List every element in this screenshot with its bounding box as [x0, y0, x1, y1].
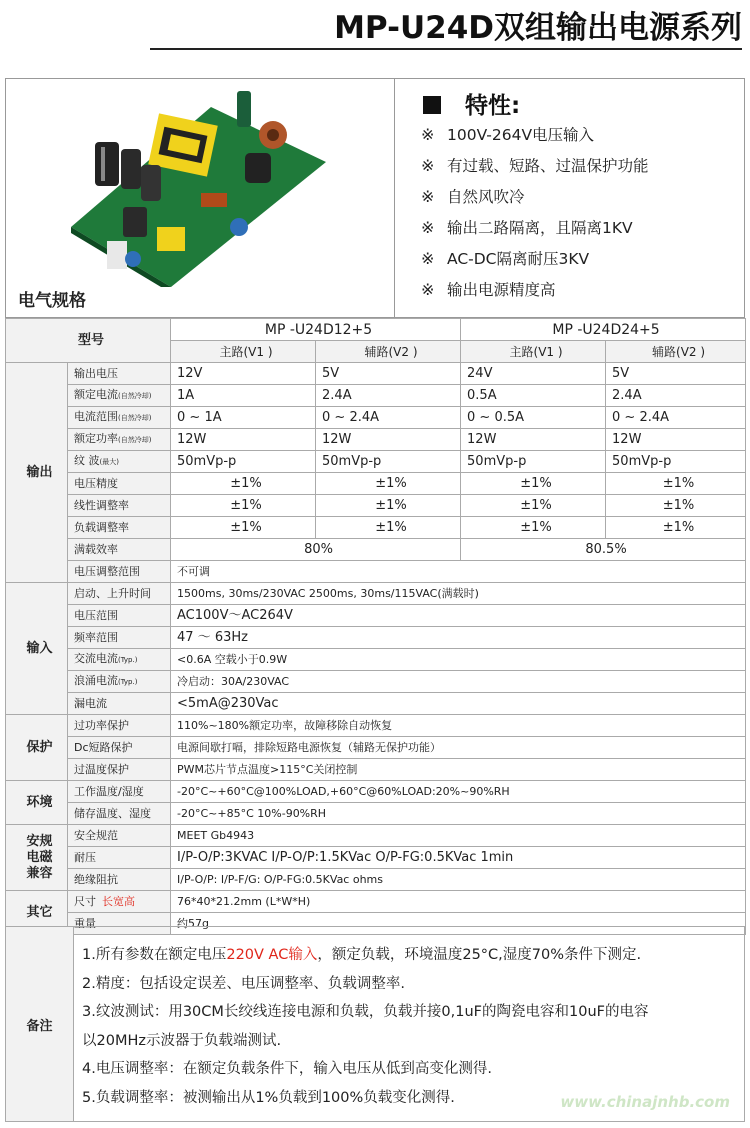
- row-label-note: (最大): [99, 458, 119, 466]
- table-row: [6, 825, 746, 847]
- table-cell: ±1%: [606, 517, 746, 539]
- spec-table-body: [6, 319, 746, 935]
- table-row: [6, 561, 746, 583]
- row-label-highlight: 长宽高: [102, 894, 135, 908]
- table-row: [6, 385, 746, 407]
- table-row: [6, 671, 746, 693]
- row-label-note: (自然冷却): [118, 414, 152, 422]
- table-cell: ±1%: [606, 495, 746, 517]
- table-row: [6, 891, 746, 913]
- row-label-text: 交流电流: [74, 652, 118, 665]
- reference-mark-icon: ※: [421, 218, 435, 237]
- table-cell: 不可调: [171, 561, 746, 583]
- table-cell: 0 ~ 2.4A: [606, 407, 746, 429]
- row-label: [68, 495, 171, 517]
- table-cell: 2.4A: [316, 385, 461, 407]
- notes-label: 备注: [6, 927, 74, 1121]
- row-label-text: 漏电流: [74, 696, 107, 710]
- table-row: [6, 627, 746, 649]
- table-cell: 50mVp-p: [171, 451, 316, 473]
- row-label-text: 尺寸: [74, 894, 96, 908]
- product-photo-panel: [6, 79, 395, 317]
- row-label-note: (Typ.): [118, 656, 138, 664]
- reference-mark-icon: ※: [421, 125, 435, 144]
- table-cell: 50mVp-p: [316, 451, 461, 473]
- table-cell: 0 ~ 1A: [171, 407, 316, 429]
- table-cell: -20°C~+85°C 10%-90%RH: [171, 803, 746, 825]
- row-label-text: 额定功率: [74, 432, 118, 445]
- table-cell: 24V: [461, 363, 606, 385]
- section-input: 输入: [6, 583, 68, 715]
- table-row: [6, 759, 746, 781]
- section-protect: 保护: [6, 715, 68, 781]
- table-cell: 80%: [171, 539, 461, 561]
- table-row: [6, 715, 746, 737]
- table-row: [6, 649, 746, 671]
- row-label: 绝缘阻抗: [68, 869, 171, 891]
- table-row: [6, 407, 746, 429]
- table-cell: 50mVp-p: [606, 451, 746, 473]
- row-label-note: (自然冷却): [118, 392, 152, 400]
- table-cell: 80.5%: [461, 539, 746, 561]
- table-row: [6, 363, 746, 385]
- table-cell: 0 ~ 2.4A: [316, 407, 461, 429]
- note-3: 3.纹波测试：用30CM长绞线连接电源和负载，负载并接0,1uF的陶瓷电容和10uF的电容: [82, 1004, 649, 1020]
- row-label: [68, 517, 171, 539]
- table-row: [6, 451, 746, 473]
- model-label: 型号: [6, 319, 171, 363]
- table-cell: ±1%: [171, 517, 316, 539]
- channel-header: 主路(V1 ): [171, 341, 316, 363]
- electrical-spec-label: 电气规格: [18, 291, 86, 311]
- row-label: [68, 451, 171, 473]
- channel-header: 辅路(V2 ): [606, 341, 746, 363]
- table-row: [6, 737, 746, 759]
- row-label-text: 额定电流: [74, 388, 118, 401]
- features-panel: [395, 79, 744, 317]
- table-row: [6, 495, 746, 517]
- title-underline: [150, 48, 742, 50]
- section-safety-emc: 安规 电磁 兼容: [6, 825, 68, 891]
- table-cell: ±1%: [316, 517, 461, 539]
- table-cell: ±1%: [461, 495, 606, 517]
- row-label: [68, 407, 171, 429]
- channel-header: 主路(V1 ): [461, 341, 606, 363]
- table-cell: 约57g: [171, 913, 746, 935]
- table-cell: 47 ～ 63Hz: [171, 627, 746, 649]
- table-cell: MEET Gb4943: [171, 825, 746, 847]
- features-heading: 特性:: [423, 87, 520, 120]
- overview-panel: [5, 78, 745, 318]
- notes-body: [82, 941, 740, 1112]
- table-cell: 12V: [171, 363, 316, 385]
- table-cell: -20°C~+60°C@100%LOAD,+60°C@60%LOAD:20%~90%RH: [171, 781, 746, 803]
- row-label: 储存温度、湿度: [68, 803, 171, 825]
- row-label: 电压调整范围: [68, 561, 171, 583]
- row-label: [68, 473, 171, 495]
- list-item: ※ AC-DC隔离耐压3KV: [421, 243, 649, 274]
- row-label-text: 电流范围: [74, 410, 118, 423]
- table-cell: 12W: [461, 429, 606, 451]
- table-row: [6, 605, 746, 627]
- list-item: ※ 自然风吹冷: [421, 181, 649, 212]
- row-label: 耐压: [68, 847, 171, 869]
- list-item: ※ 输出二路隔离，且隔离1KV: [421, 212, 649, 243]
- list-item: ※ 输出电源精度高: [421, 274, 649, 305]
- row-label: [68, 627, 171, 649]
- table-cell: 0.5A: [461, 385, 606, 407]
- row-label: 安全规范: [68, 825, 171, 847]
- section-environment: 环境: [6, 781, 68, 825]
- table-cell: 电源间歇打嗝，排除短路电源恢复（辅路无保护功能）: [171, 737, 746, 759]
- row-label-note: (Typ.): [118, 678, 138, 686]
- row-label-text: 输出电压: [74, 366, 118, 380]
- table-cell: 1500ms, 30ms/230VAC 2500ms, 30ms/115VAC(满载时): [171, 583, 746, 605]
- note-3-cont: 以20MHz示波器于负载端测试.: [82, 1032, 282, 1049]
- channel-header: 辅路(V2 ): [316, 341, 461, 363]
- table-cell: 12W: [171, 429, 316, 451]
- table-cell: ±1%: [316, 495, 461, 517]
- row-label-text: 电压精度: [74, 476, 118, 490]
- table-cell: 76*40*21.2mm (L*W*H): [171, 891, 746, 913]
- table-cell: AC100V～AC264V: [171, 605, 746, 627]
- watermark: www.chinajnhb.com: [560, 1093, 730, 1111]
- table-cell: I/P-O/P:3KVAC I/P-O/P:1.5KVac O/P-FG:0.5KVac 1min: [171, 847, 746, 869]
- table-row: [6, 781, 746, 803]
- row-label: [68, 429, 171, 451]
- page-title: MP-U24D双组输出电源系列: [334, 10, 742, 46]
- table-cell: 110%~180%额定功率，故障移除自动恢复: [171, 715, 746, 737]
- table-row: [6, 869, 746, 891]
- model-name: MP -U24D24+5: [461, 319, 746, 341]
- notes-section: [5, 926, 745, 1122]
- table-cell: ±1%: [606, 473, 746, 495]
- table-cell: <5mA@230Vac: [171, 693, 746, 715]
- row-label: 工作温度/湿度: [68, 781, 171, 803]
- table-row: [6, 429, 746, 451]
- row-label: [68, 385, 171, 407]
- row-label: Dc短路保护: [68, 737, 171, 759]
- table-cell: 5V: [316, 363, 461, 385]
- table-cell: 50mVp-p: [461, 451, 606, 473]
- table-cell: ±1%: [461, 473, 606, 495]
- table-row: [6, 473, 746, 495]
- table-cell: PWM芯片节点温度>115°C关闭控制: [171, 759, 746, 781]
- row-label: 重量: [68, 913, 171, 935]
- row-label: [68, 649, 171, 671]
- row-label: [68, 605, 171, 627]
- row-label-text: 线性调整率: [74, 498, 129, 512]
- table-row: [6, 693, 746, 715]
- table-cell: ±1%: [171, 473, 316, 495]
- table-row: [6, 803, 746, 825]
- table-cell: 1A: [171, 385, 316, 407]
- table-cell: 12W: [606, 429, 746, 451]
- row-label-text: 浪涌电流: [74, 674, 118, 687]
- reference-mark-icon: ※: [421, 187, 435, 206]
- reference-mark-icon: ※: [421, 249, 435, 268]
- note-4: 4.电压调整率：在额定负载条件下，输入电压从低到高变化测得.: [82, 1061, 492, 1077]
- note-5: 5.负载调整率：被测输出从1%负载到100%负载变化测得.: [82, 1089, 455, 1106]
- reference-mark-icon: ※: [421, 280, 435, 299]
- row-label-text: 纹 波: [74, 454, 100, 467]
- table-cell: 0 ~ 0.5A: [461, 407, 606, 429]
- note-1: 1.所有参数在额定电压220V AC输入，额定负载，环境温度25°C,湿度70%条件下测定.: [82, 947, 642, 963]
- pcb-product-image: [61, 87, 331, 287]
- table-cell: 2.4A: [606, 385, 746, 407]
- row-label-text: 频率范围: [74, 630, 118, 644]
- table-cell: ±1%: [461, 517, 606, 539]
- row-label: [68, 891, 171, 913]
- row-label: [68, 671, 171, 693]
- table-cell: <0.6A 空载小于0.9W: [171, 649, 746, 671]
- table-cell: ±1%: [171, 495, 316, 517]
- table-cell: I/P-O/P: I/P-F/G: O/P-FG:0.5KVac ohms: [171, 869, 746, 891]
- row-label-note: (自然冷却): [118, 436, 152, 444]
- row-label: [68, 363, 171, 385]
- row-label-text: 电压范围: [74, 608, 118, 622]
- table-cell: 12W: [316, 429, 461, 451]
- row-label: 过功率保护: [68, 715, 171, 737]
- table-row: [6, 319, 746, 341]
- list-item: ※ 100V-264V电压输入: [421, 119, 649, 150]
- row-label-text: 负载调整率: [74, 520, 129, 534]
- spec-table: [5, 318, 746, 935]
- table-cell: ±1%: [316, 473, 461, 495]
- reference-mark-icon: ※: [421, 156, 435, 175]
- section-other: 其它: [6, 891, 68, 935]
- model-name: MP -U24D12+5: [171, 319, 461, 341]
- row-label: 过温度保护: [68, 759, 171, 781]
- row-label: [68, 583, 171, 605]
- table-row: [6, 517, 746, 539]
- list-item: ※ 有过载、短路、过温保护功能: [421, 150, 649, 181]
- table-cell: 5V: [606, 363, 746, 385]
- section-output: 输出: [6, 363, 68, 583]
- row-label-text: 启动、上升时间: [74, 586, 151, 600]
- row-label: [68, 693, 171, 715]
- square-bullet-icon: [423, 96, 441, 114]
- table-row: [6, 847, 746, 869]
- table-cell: 冷启动：30A/230VAC: [171, 671, 746, 693]
- features-list: [421, 119, 649, 305]
- table-row: [6, 539, 746, 561]
- note-2: 2.精度：包括设定误差、电压调整率、负载调整率.: [82, 975, 405, 992]
- row-label: 满载效率: [68, 539, 171, 561]
- table-row: [6, 583, 746, 605]
